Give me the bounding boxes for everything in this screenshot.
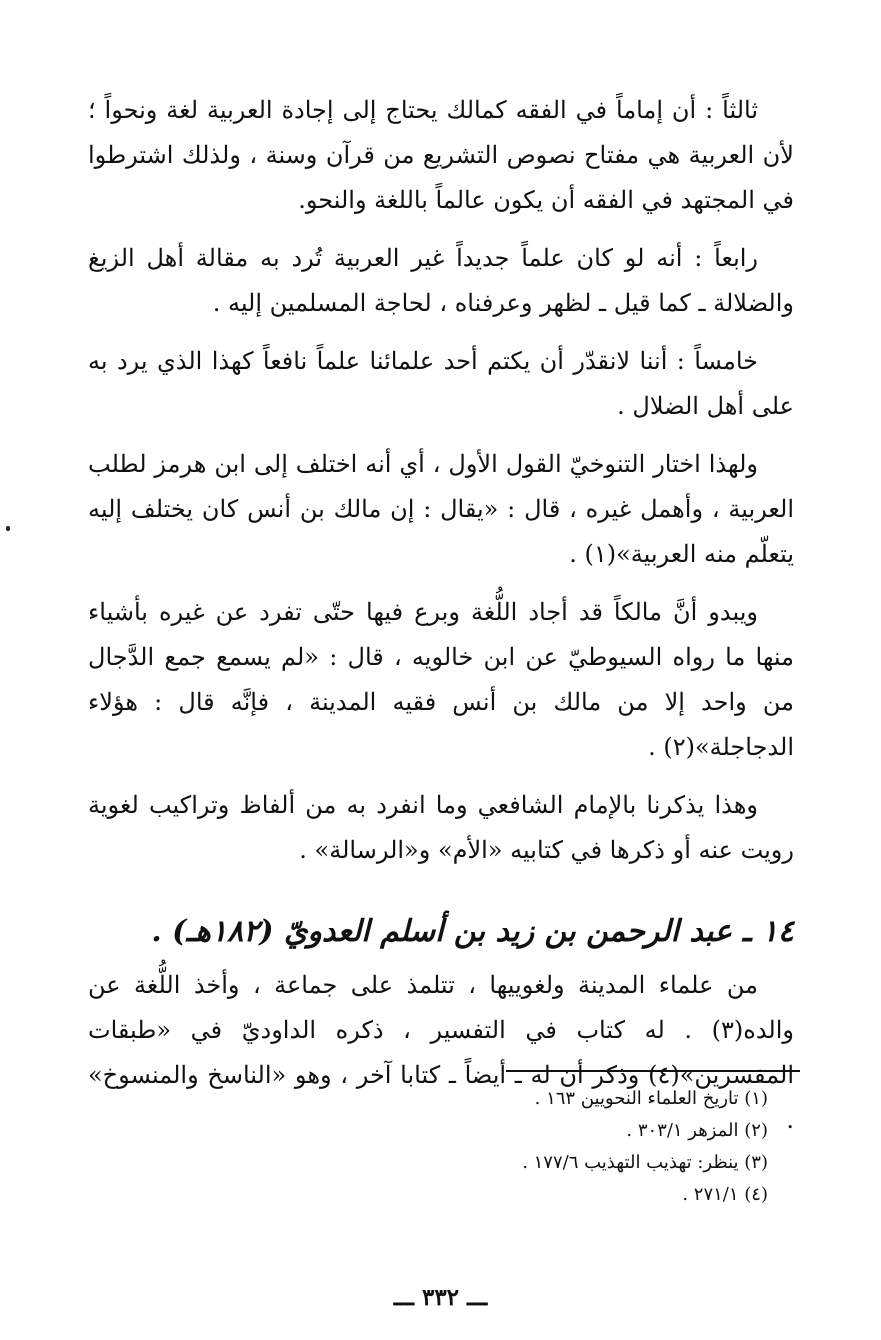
section-heading: ١٤ ـ عبد الرحمن بن زيد بن أسلم العدويّ (١٨٢هـ) .	[151, 914, 794, 949]
footnote-3: (٣) ينظر: تهذيب التهذيب ١٧٧/٦ .	[522, 1152, 768, 1173]
paragraph-shafii: وهذا يذكرنا بالإمام الشافعي وما انفرد به من ألفاظ وتراكيب لغوية رويت عنه أو ذكرها في كتابيه «الأم» و«الرسالة» .	[88, 791, 794, 864]
paragraph-tanukhi-opinion: ولهذا اختار التنوخيّ القول الأول ، أي أنه اختلف إلى ابن هرمز لطلب العربية ، وأهمل غيره ، قال : «يقال : إن مالك بن أنس كان يختلف إليه يتعلّم منه العربية»(١) .	[88, 450, 794, 568]
footnote-1: (١) تاريخ العلماء النحويين ١٦٣ .	[534, 1088, 768, 1109]
paragraph-fourth-point: رابعاً : أنه لو كان علماً جديداً غير العربية تُرد به مقالة أهل الزيغ والضلالة ـ كما قيل ـ لظهر وعرفناه ، لحاجة المسلمين إليه .	[88, 244, 794, 317]
paragraph-fifth-point: خامساً : أننا لانقدّر أن يكتم أحد علمائنا علماً نافعاً كهذا الذي يرد به على أهل الضلال .	[88, 347, 794, 420]
page-number: ـــ ٣٣٢ ـــ	[393, 1284, 488, 1311]
footnote-separator	[506, 1070, 800, 1072]
paragraph-section-body: من علماء المدينة ولغوييها ، تتلمذ على جماعة ، وأخذ اللُّغة عن والده(٣) . له كتاب في التفسير ، ذكره الداوديّ في «طبقات المفسرين»(٤) وذكر أن له ـ أيضاً ـ كتابا آخر ، وهو «الناسخ والمنسوخ» .	[88, 971, 794, 1134]
page-body	[88, 88, 794, 1156]
footnote-2: (٢) المزهر ٣٠٣/١ .	[626, 1120, 768, 1141]
footnotes	[300, 1083, 768, 1211]
footnote-4: (٤) ٢٧١/١ .	[682, 1184, 768, 1205]
margin-mark	[6, 526, 10, 531]
paragraph-third-point: ثالثاً : أن إماماً في الفقه كمالك يحتاج إلى إجادة العربية لغة ونحواً ؛ لأن العربية هي مفتاح نصوص التشريع من قرآن وسنة ، ولذلك اشترطوا في المجتهد في الفقه أن يكون عالماً باللغة والنحو.	[88, 96, 794, 214]
paragraph-malik-language: ويبدو أنَّ مالكاً قد أجاد اللُّغة وبرع فيها حتّى تفرد عن غيره بأشياء منها ما رواه السيوطيّ عن ابن خالويه ، قال : «لم يسمع جمع الدَّجال من واحد إلا من مالك بن أنس فقيه المدينة ، فإنَّه قال : هؤلاء الدجاجلة»(٢) .	[88, 598, 794, 761]
